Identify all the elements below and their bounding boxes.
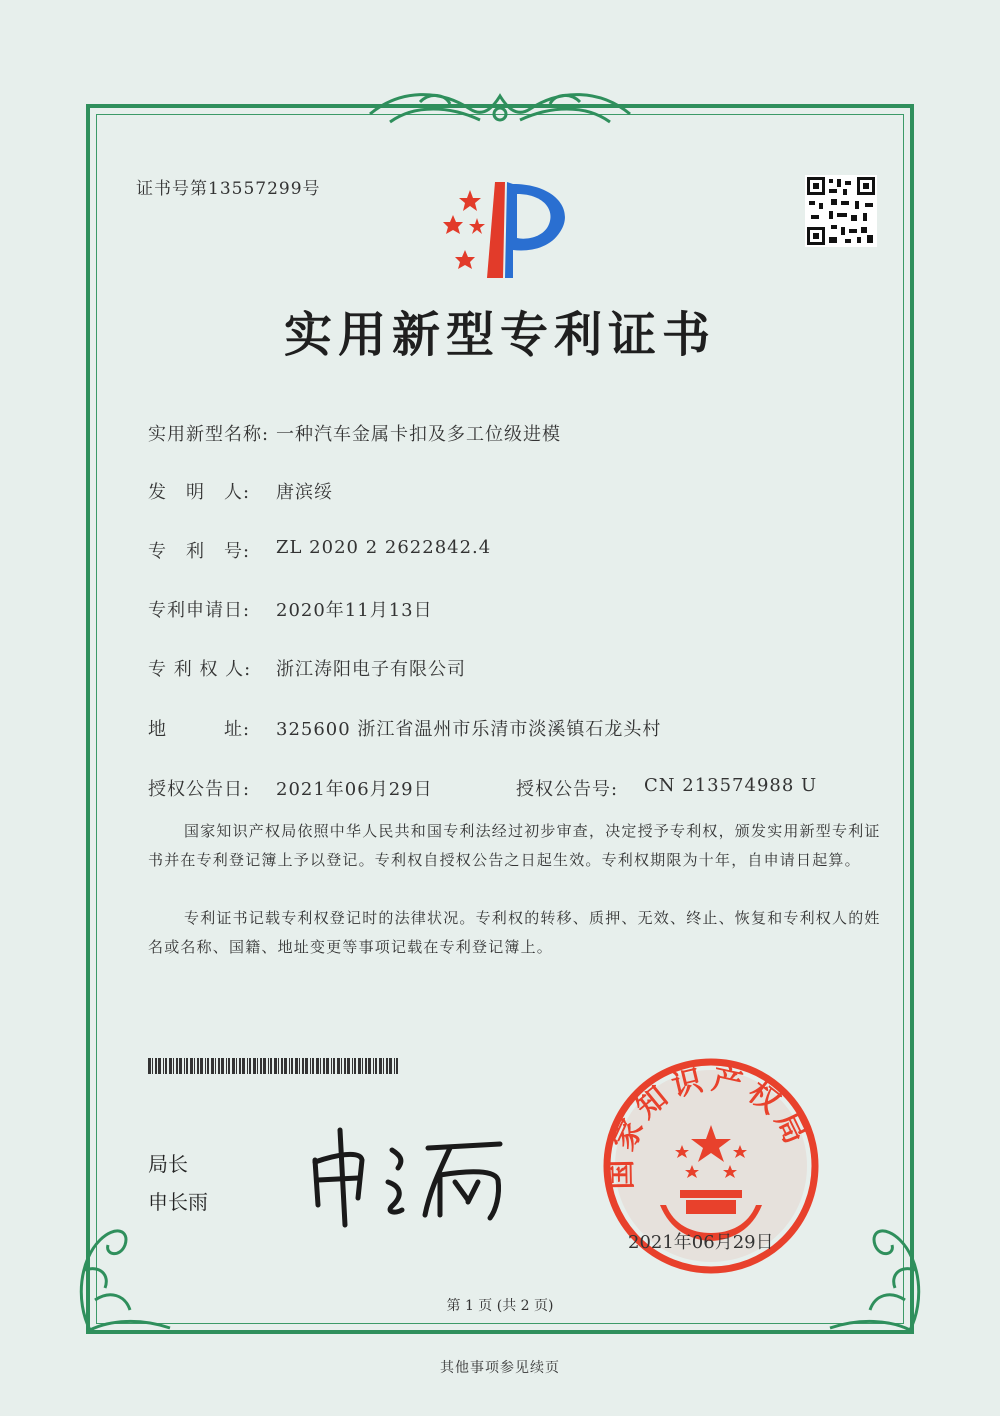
barcode-bar (236, 1058, 237, 1074)
barcode-bar (239, 1058, 241, 1074)
barcode-bar (312, 1058, 314, 1074)
barcode-bar (268, 1058, 269, 1074)
grant-date-label: 授权公告日: (148, 779, 251, 800)
barcode-bar (200, 1058, 203, 1074)
barcode-bar (331, 1058, 332, 1074)
barcode-bar (205, 1058, 206, 1074)
top-ornament-icon (360, 84, 640, 134)
director-name: 申长雨 (148, 1190, 208, 1214)
field-value: 2020年11月13日 (276, 600, 433, 621)
certificate-number: 证书号第13557299号 (136, 179, 321, 199)
barcode-bar (278, 1058, 279, 1074)
statement-paragraph: 国家知识产权局依照中华人民共和国专利法经过初步审查，决定授予专利权，颁发实用新型专利证书并在专利登记簿上予以登记。专利权自授权公告之日起生效。专利权期限为十年，自申请日起算。 (148, 822, 881, 869)
director-title: 局长 (148, 1152, 188, 1176)
barcode-bar (215, 1058, 216, 1074)
barcode-bar (184, 1058, 185, 1074)
barcode-bar (341, 1058, 342, 1074)
barcode-bar (232, 1058, 235, 1074)
page-indicator: 第 1 页 (共 2 页) (446, 1298, 554, 1314)
barcode-bar (186, 1058, 188, 1074)
barcode-bar (326, 1058, 329, 1074)
barcode-bar (310, 1058, 311, 1074)
field-label: 发 明 人: (148, 482, 251, 503)
field-label: 实用新型名称: (148, 424, 270, 445)
field-row-address (0, 715, 1000, 739)
barcode-bar (179, 1058, 182, 1074)
barcode-bar (253, 1058, 256, 1074)
barcode-bar (289, 1058, 290, 1074)
field-row-patentee (0, 655, 1000, 679)
barcode-bar (260, 1058, 262, 1074)
barcode-bar (316, 1058, 319, 1074)
seal-text: 国家知识产权局 (603, 1061, 816, 1190)
barcode-icon (148, 1058, 400, 1074)
barcode-bar (352, 1058, 353, 1074)
barcode-bar (323, 1058, 325, 1074)
field-value: ZL 2020 2 2622842.4 (276, 537, 492, 558)
field-value: 唐滨绥 (276, 482, 333, 503)
qr-code-icon (805, 175, 877, 247)
barcode-bar (249, 1058, 251, 1074)
barcode-bar (158, 1058, 161, 1074)
barcode-bar (379, 1058, 382, 1074)
barcode-bar (299, 1058, 300, 1074)
barcode-bar (305, 1058, 308, 1074)
barcode-bar (190, 1058, 193, 1074)
barcode-bar (358, 1058, 361, 1074)
barcode-bar (347, 1058, 350, 1074)
bottom-left-ornament-icon (70, 1200, 180, 1340)
barcode-bar (152, 1058, 153, 1074)
barcode-bar (375, 1058, 377, 1074)
barcode-bar (148, 1058, 151, 1074)
barcode-bar (368, 1058, 371, 1074)
legal-status-paragraph: 专利证书记载专利权登记时的法律状况。专利权的转移、质押、无效、终止、恢复和专利权人的姓名或名称、国籍、地址变更等事项记载在专利登记簿上。 (148, 909, 881, 956)
barcode-bar (362, 1058, 363, 1074)
barcode-bar (242, 1058, 245, 1074)
field-value: 浙江涛阳电子有限公司 (276, 659, 466, 680)
seal-date: 2021年06月29日 (628, 1232, 774, 1253)
barcode-bar (365, 1058, 367, 1074)
barcode-bar (257, 1058, 258, 1074)
field-label: 地 址: (148, 719, 251, 740)
field-label: 专 利 权 人: (148, 659, 252, 680)
barcode-bar (333, 1058, 335, 1074)
barcode-bar (228, 1058, 230, 1074)
certificate-title: 实用新型专利证书 (283, 307, 716, 363)
barcode-bar (373, 1058, 374, 1074)
field-row-application-date (0, 596, 1000, 620)
barcode-bar (284, 1058, 287, 1074)
barcode-bar (394, 1058, 395, 1074)
barcode-bar (396, 1058, 398, 1074)
barcode-bar (354, 1058, 356, 1074)
barcode-bar (344, 1058, 346, 1074)
barcode-bar (211, 1058, 214, 1074)
barcode-bar (221, 1058, 224, 1074)
barcode-bar (169, 1058, 172, 1074)
barcode-bar (302, 1058, 304, 1074)
footer-note: 其他事项参见续页 (440, 1360, 560, 1376)
bottom-right-ornament-icon (820, 1200, 930, 1340)
barcode-bar (173, 1058, 174, 1074)
field-row-patent-number (0, 537, 1000, 561)
grant-date-value: 2021年06月29日 (276, 779, 433, 800)
field-label: 专 利 号: (148, 541, 251, 562)
barcode-bar (165, 1058, 167, 1074)
field-row-grant (0, 775, 1000, 799)
barcode-bar (163, 1058, 164, 1074)
barcode-bar (194, 1058, 195, 1074)
barcode-bar (291, 1058, 293, 1074)
barcode-bar (386, 1058, 388, 1074)
barcode-bar (383, 1058, 384, 1074)
barcode-bar (270, 1058, 272, 1074)
patent-office-logo-icon (425, 170, 575, 285)
field-label: 专利申请日: (148, 600, 251, 621)
barcode-bar (320, 1058, 321, 1074)
grant-number-label: 授权公告号: (516, 779, 619, 800)
field-value: 325600 浙江省温州市乐清市淡溪镇石龙头村 (276, 719, 662, 740)
barcode-bar (295, 1058, 298, 1074)
field-value: 一种汽车金属卡扣及多工位级进模 (276, 424, 561, 445)
barcode-bar (263, 1058, 266, 1074)
director-signature-icon (300, 1120, 530, 1230)
barcode-bar (207, 1058, 209, 1074)
barcode-bar (274, 1058, 277, 1074)
barcode-bar (337, 1058, 340, 1074)
barcode-bar (389, 1058, 392, 1074)
barcode-bar (218, 1058, 220, 1074)
barcode-bar (155, 1058, 157, 1074)
grant-number-value: CN 213574988 U (644, 775, 818, 796)
barcode-bar (197, 1058, 199, 1074)
field-row-inventor (0, 478, 1000, 502)
barcode-bar (247, 1058, 248, 1074)
barcode-bar (226, 1058, 227, 1074)
field-row-name (0, 420, 1000, 444)
barcode-bar (176, 1058, 178, 1074)
barcode-bar (281, 1058, 283, 1074)
